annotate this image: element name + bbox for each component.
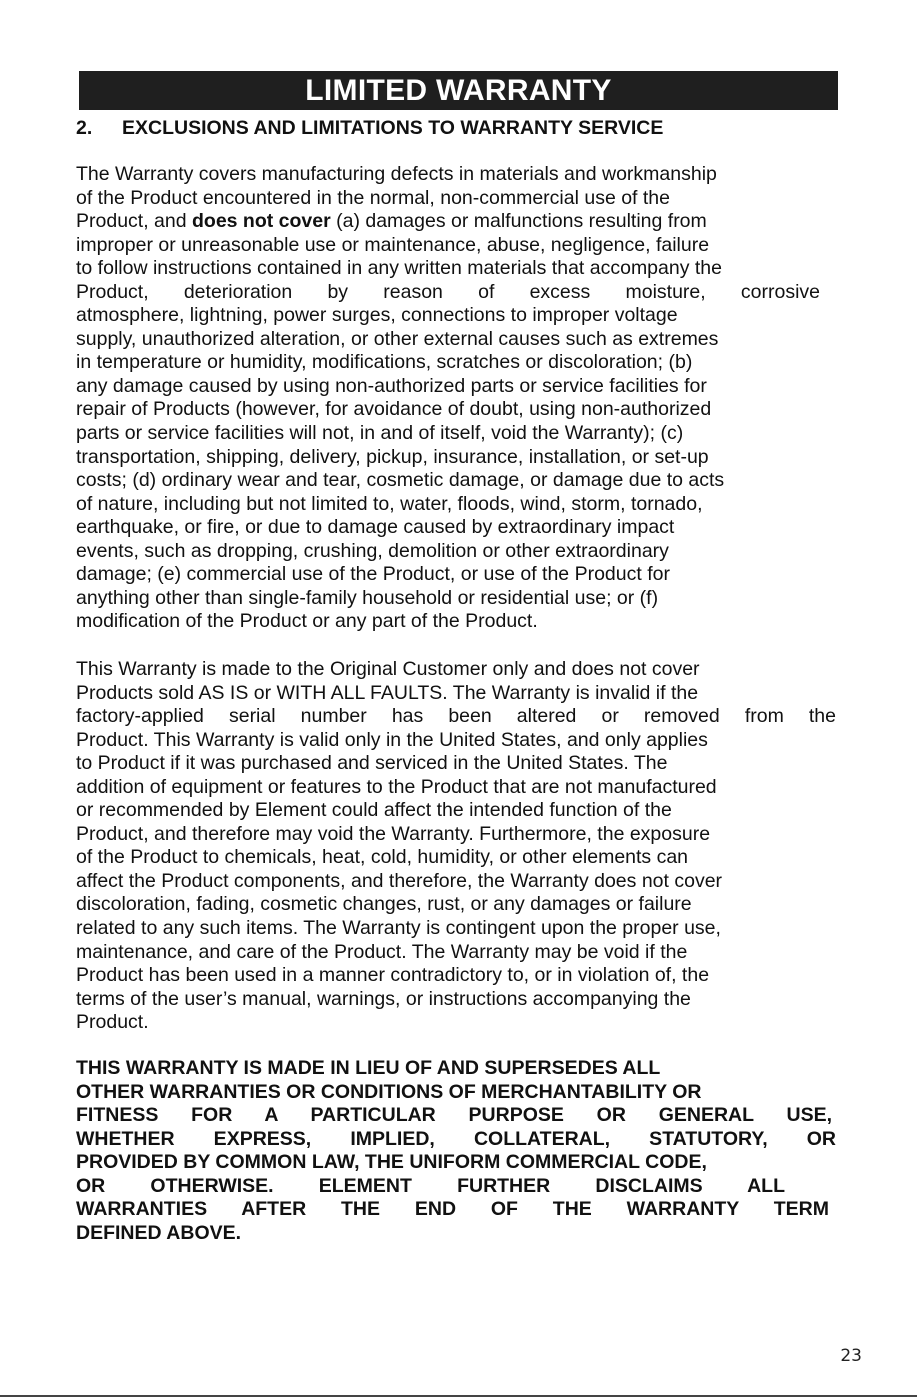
text-line: parts or service facilities will not, in and of itself, void the Warranty); (c) — [76, 422, 684, 445]
text-line: affect the Product components, and therefore, the Warranty does not cover — [76, 869, 723, 892]
text-line: improper or unreasonable use or maintenance, abuse, negligence, failure — [76, 233, 710, 256]
text-line: events, such as dropping, crushing, demolition or other extraordinary — [76, 539, 669, 562]
text-line: repair of Products (however, for avoidance of doubt, using non-authorized — [76, 398, 712, 421]
text-line: to follow instructions contained in any written materials that accompany the — [76, 257, 722, 280]
text-run: (a) damages or malfunctions resulting from — [330, 210, 707, 233]
text-line: or recommended by Element could affect the intended function of the — [76, 799, 672, 822]
text-line: The Warranty covers manufacturing defects in materials and workmanship — [76, 163, 717, 185]
text-line: damage; (e) commercial use of the Product, or use of the Product for — [76, 563, 670, 586]
text-line: Products sold AS IS or WITH ALL FAULTS. The Warranty is invalid if the — [76, 681, 699, 704]
text-line: PROVIDED BY COMMON LAW, THE UNIFORM COMMERCIAL CODE, — [76, 1151, 707, 1174]
paragraph-original-customer — [76, 658, 838, 1035]
text-line: factory-applied serial number has been altered or removed from the — [76, 705, 836, 728]
text-line: anything other than single-family household or residential use; or (f) — [76, 586, 659, 609]
text-line: Product. This Warranty is valid only in the United States, and only applies — [76, 728, 708, 751]
text-line: Product, and therefore may void the Warranty. Furthermore, the exposure — [76, 822, 711, 845]
text-line: Product, deterioration by reason of excess moisture, corrosive — [76, 280, 820, 303]
text-line: transportation, shipping, delivery, pickup, insurance, installation, or set-up — [76, 445, 709, 468]
paragraph-exclusions — [76, 163, 838, 634]
text-line: WARRANTIES AFTER THE END OF THE WARRANTY TERM — [76, 1198, 829, 1221]
section-heading — [76, 115, 663, 141]
text-line: OTHER WARRANTIES OR CONDITIONS OF MERCHANTABILITY OR — [76, 1080, 702, 1103]
text-line: costs; (d) ordinary wear and tear, cosmetic damage, or damage due to acts — [76, 469, 725, 492]
text-line: supply, unauthorized alteration, or other external causes such as extremes — [76, 327, 719, 350]
text-line: Product has been used in a manner contradictory to, or in violation of, the — [76, 964, 710, 987]
text-line: Product. — [76, 1011, 149, 1034]
text-line: THIS WARRANTY IS MADE IN LIEU OF AND SUPERSEDES ALL — [76, 1057, 661, 1079]
text-line: terms of the user’s manual, warnings, or instructions accompanying the — [76, 987, 691, 1010]
page-number: 23 — [840, 1346, 862, 1366]
text-line: This Warranty is made to the Original Customer only and does not cover — [76, 658, 700, 680]
text-line: related to any such items. The Warranty is contingent upon the proper use, — [76, 917, 721, 940]
text-line: any damage caused by using non-authorized parts or service facilities for — [76, 374, 707, 397]
text-line: discoloration, fading, cosmetic changes, rust, or any damages or failure — [76, 893, 692, 916]
text-line: maintenance, and care of the Product. The Warranty may be void if the — [76, 940, 688, 963]
bold-phrase-does-not-cover: does not cover — [192, 210, 331, 233]
text-line — [76, 210, 838, 234]
text-line: earthquake, or fire, or due to damage caused by extraordinary impact — [76, 516, 675, 539]
text-line: of the Product to chemicals, heat, cold, humidity, or other elements can — [76, 846, 689, 869]
text-line: atmosphere, lightning, power surges, connections to improper voltage — [76, 304, 678, 327]
text-line: of the Product encountered in the normal, non-commercial use of the — [76, 186, 670, 209]
text-line: addition of equipment or features to the Product that are not manufactured — [76, 775, 717, 798]
text-line: of nature, including but not limited to, water, floods, wind, storm, tornado, — [76, 492, 703, 515]
text-line: OR OTHERWISE. ELEMENT FURTHER DISCLAIMS ALL — [76, 1174, 785, 1197]
text-run: Product, and — [76, 210, 192, 233]
section-title: EXCLUSIONS AND LIMITATIONS TO WARRANTY SERVICE — [122, 117, 664, 139]
text-line: DEFINED ABOVE. — [76, 1221, 242, 1244]
text-line: modification of the Product or any part of the Product. — [76, 610, 538, 633]
paragraph-disclaimer — [76, 1057, 838, 1245]
text-line: in temperature or humidity, modifications, scratches or discoloration; (b) — [76, 351, 693, 374]
text-line: to Product if it was purchased and serviced in the United States. The — [76, 752, 668, 775]
banner-title: LIMITED WARRANTY — [79, 71, 838, 110]
section-number: 2. — [76, 117, 93, 139]
text-line: FITNESS FOR A PARTICULAR PURPOSE OR GENERAL USE, — [76, 1104, 832, 1127]
text-line: WHETHER EXPRESS, IMPLIED, COLLATERAL, STATUTORY, OR — [76, 1127, 836, 1150]
